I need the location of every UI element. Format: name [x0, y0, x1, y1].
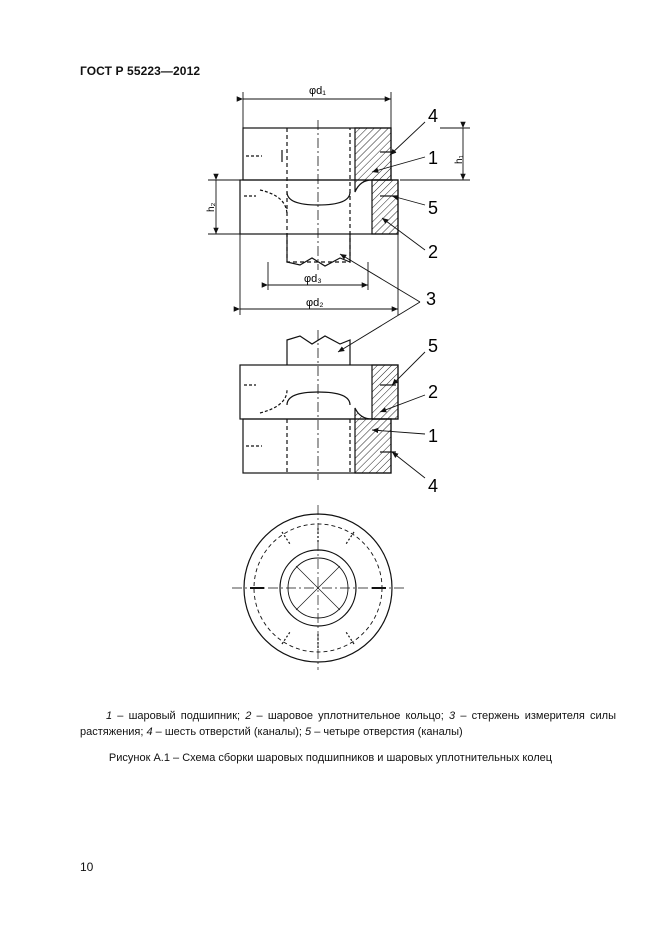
top-ring-section — [372, 180, 398, 234]
figure-legend — [80, 708, 616, 740]
legend-text-1: – шаровый подшипник; — [112, 710, 246, 722]
callout-top-4: 4 — [428, 106, 439, 126]
callout-bottom-2: 2 — [428, 382, 439, 402]
dim-d1: φd₁ — [309, 85, 326, 97]
legend-num-3: 3 — [449, 710, 456, 722]
legend-num-1: 1 — [106, 710, 113, 722]
top-rod-hidden — [287, 128, 350, 262]
callout-bottom-5: 5 — [428, 336, 439, 356]
callout-top-2: 2 — [428, 242, 439, 262]
callout-bottom-4: 4 — [428, 476, 439, 496]
callout-top-1: 1 — [428, 148, 439, 168]
top-assembly — [240, 120, 398, 270]
document-header: ГОСТ Р 55223—2012 — [80, 64, 201, 78]
callout-bottom-1: 1 — [428, 426, 439, 446]
bottom-ring-section — [372, 365, 398, 419]
top-rod-end — [287, 234, 350, 266]
bottom-assembly — [240, 330, 398, 480]
plan-view — [232, 505, 404, 670]
legend-text-5: – четыре отверстия (каналы) — [311, 726, 463, 738]
legend-text-3: – стержень измерителя силы растяжения; — [80, 710, 617, 738]
legend-text-2: – шаровое уплотнительное кольцо; — [251, 710, 450, 722]
legend-num-2: 2 — [245, 710, 252, 722]
dim-d2: φd₂ — [306, 297, 324, 309]
legend-num-5: 5 — [305, 726, 312, 738]
dim-h2: h₂ — [206, 202, 217, 212]
legend-num-4: 4 — [146, 726, 153, 738]
figure-title: Рисунок А.1 – Схема сборки шаровых подшипников и шаровых уплотнительных колец — [108, 752, 553, 764]
page-number: 10 — [80, 860, 94, 874]
dim-d3: φd₃ — [304, 273, 322, 285]
dim-h1: h₁ — [454, 155, 465, 164]
callout-top-5: 5 — [428, 198, 439, 218]
legend-text-4: – шесть отверстий (каналы); — [152, 726, 306, 738]
callout-top-3: 3 — [426, 289, 437, 309]
